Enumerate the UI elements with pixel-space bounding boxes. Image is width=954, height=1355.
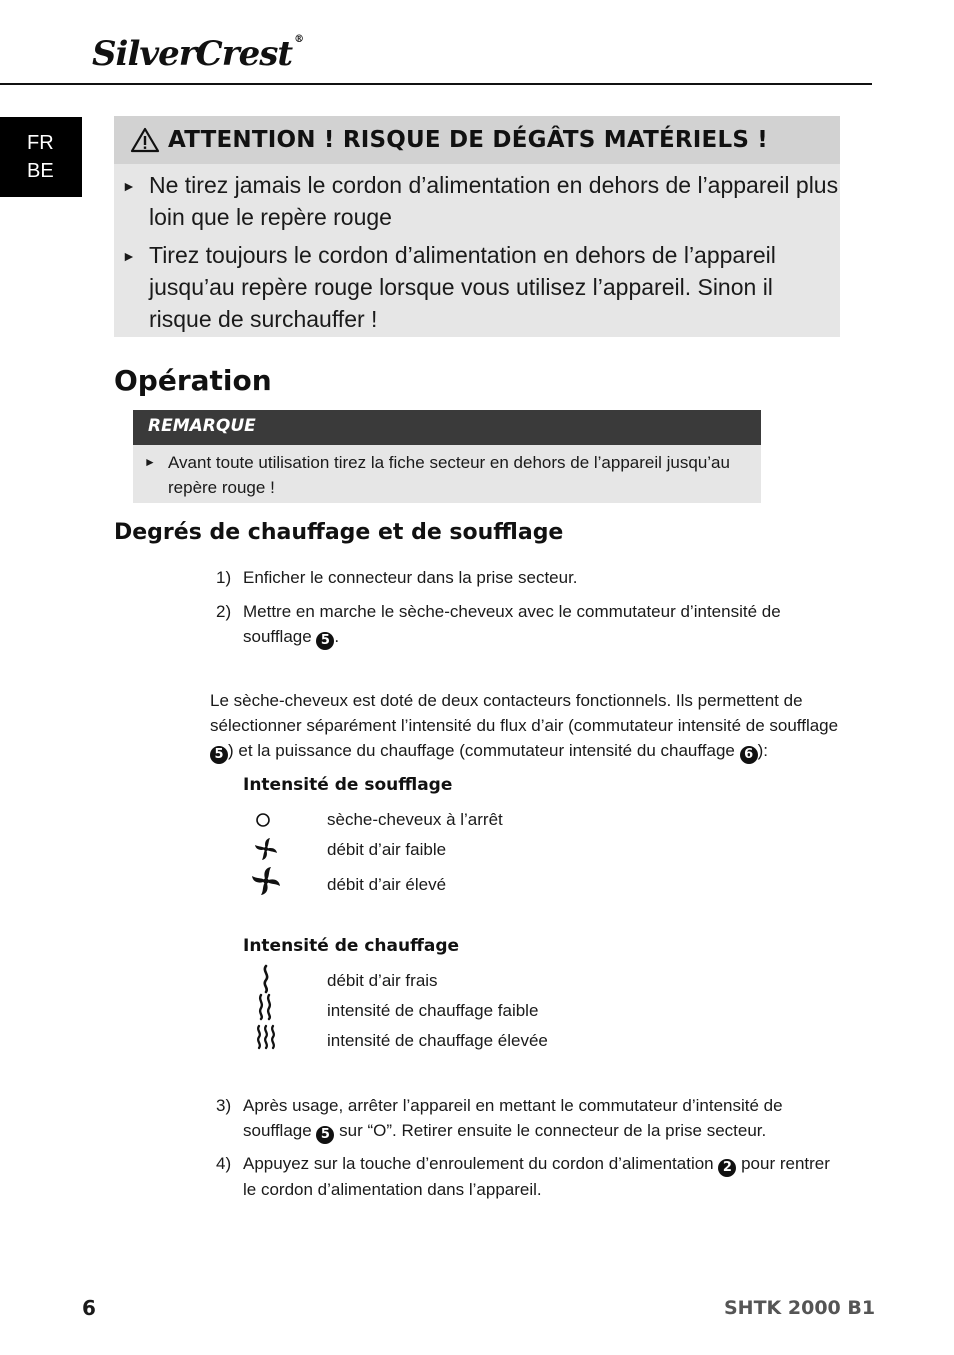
paragraph-part: Le sèche-cheveux est doté de deux contacteurs fonctionnels. Ils permettent de sélectionner séparément l’intensité du flux d’air (commutateur intensité de soufflage: [210, 691, 839, 735]
airflow-heading: Intensité de soufflage: [243, 775, 453, 795]
bullet-arrow: ►: [122, 248, 136, 264]
ref-number-badge: 6: [740, 746, 758, 764]
language-tab: [0, 117, 82, 197]
heat-three-waves-icon: [252, 1024, 280, 1050]
airflow-label: débit d’air élevé: [327, 875, 447, 894]
step-text-part: pour rentrer le cordon d’alimentation dans l’appareil.: [243, 1154, 830, 1199]
ref-number-badge: 5: [316, 632, 334, 650]
bullet-arrow: ►: [122, 178, 136, 194]
heat-two-waves-icon: [253, 993, 277, 1021]
ref-number-badge: 5: [316, 1126, 334, 1144]
heating-label: intensité de chauffage faible: [327, 1001, 539, 1020]
step-text: Enficher le connecteur dans la prise secteur.: [243, 568, 578, 587]
warning-header: [114, 116, 840, 164]
step-text: [243, 1151, 833, 1202]
step-text: [243, 599, 833, 650]
step-number: 1): [216, 568, 232, 587]
off-circle-icon: [253, 810, 273, 830]
warning-triangle-icon: [130, 127, 160, 153]
step-number: 3): [216, 1096, 232, 1115]
page-number: 6: [82, 1296, 96, 1320]
ref-number-badge: 5: [210, 746, 228, 764]
step-text-part: .: [334, 627, 340, 646]
heating-label: intensité de chauffage élevée: [327, 1031, 548, 1050]
paragraph-part: ):: [757, 741, 768, 760]
heating-label: débit d’air frais: [327, 971, 438, 990]
intro-paragraph: [210, 688, 840, 764]
section-title-operation: Opération: [114, 364, 272, 397]
bullet-arrow: ►: [144, 455, 156, 469]
step-text-part: Appuyez sur la touche d’enroulement du cordon d’alimentation: [243, 1154, 719, 1173]
fan-large-icon: [249, 865, 283, 897]
step-text-part: sur “O”. Retirer ensuite le connecteur de la prise secteur.: [334, 1121, 767, 1140]
ref-number-badge: 2: [718, 1159, 736, 1177]
heating-heading: Intensité de chauffage: [243, 936, 460, 956]
language-code-be: BE: [27, 160, 54, 182]
brand-name: SilverCrest: [92, 34, 293, 74]
note-header: REMARQUE: [133, 410, 761, 445]
warning-item-text: Tirez toujours le cordon d’alimentation en dehors de l’appareil jusqu’au repère rouge lorsque vous utilisez l’appareil. Sinon il risque de surchauffer !: [149, 242, 776, 332]
language-code-fr: FR: [27, 132, 54, 154]
airflow-label: débit d’air faible: [327, 840, 447, 859]
step-text-part: Mettre en marche le sèche-cheveux avec le commutateur d’intensité de soufflage: [243, 602, 781, 646]
paragraph-part: ) et la puissance du chauffage (commutateur intensité du chauffage: [228, 741, 740, 760]
brand-logo: [92, 34, 303, 74]
step-text: [243, 1093, 833, 1144]
step-text-part: Après usage, arrêter l’appareil en mettant le commutateur d’intensité de soufflage: [243, 1096, 783, 1140]
fan-small-icon: [252, 836, 280, 862]
warning-title: ATTENTION ! RISQUE DE DÉGÂTS MATÉRIELS !: [168, 127, 768, 153]
step-number: 2): [216, 602, 232, 621]
note-text: Avant toute utilisation tirez la fiche secteur en dehors de l’appareil jusqu’au repère rouge !: [168, 453, 730, 497]
warning-item-text: Ne tirez jamais le cordon d’alimentation en dehors de l’appareil plus loin que le repère rouge: [149, 172, 839, 230]
step-number: 4): [216, 1154, 232, 1173]
airflow-label: sèche-cheveux à l’arrêt: [327, 810, 503, 829]
header-rule: [0, 83, 872, 85]
model-number: SHTK 2000 B1: [724, 1297, 876, 1319]
subsection-title: Degrés de chauffage et de soufflage: [114, 520, 564, 545]
registered-mark: ®: [294, 34, 304, 45]
heat-one-wave-icon: [256, 964, 276, 994]
